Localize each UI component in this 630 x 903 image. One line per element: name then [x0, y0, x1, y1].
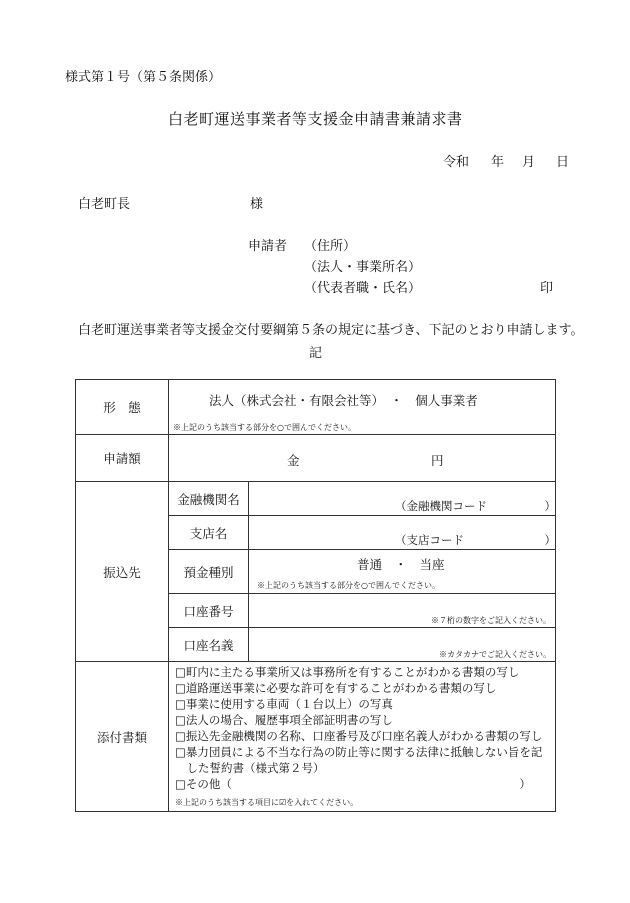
- account-name-field[interactable]: [249, 628, 556, 662]
- page-title: 白老町運送事業者等支援金申請書兼請求書: [168, 110, 463, 128]
- branch-code: （支店コード ）: [395, 533, 556, 547]
- form-type-label: 形 態: [103, 400, 141, 415]
- attachment-item[interactable]: □法人の場合、履歴事項全部証明書の写し: [175, 713, 393, 727]
- bank-name-field[interactable]: [249, 482, 556, 516]
- account-number-label: 口座番号: [183, 603, 234, 619]
- form-type-note: ※上記のうち該当する部分を○で囲んでください。: [173, 423, 356, 432]
- attachment-item[interactable]: □振込先金融機関の名称、口座番号及び口座名義人がわかる書類の写し: [175, 729, 543, 743]
- bank-name-row: [76, 482, 556, 516]
- attachment-item[interactable]: □事業に使用する車両（１台以上）の写真: [175, 697, 393, 711]
- amount-label: 申請額: [103, 451, 141, 466]
- bank-code: （金融機関コード ）: [395, 499, 556, 513]
- ki-heading: 記: [309, 346, 323, 361]
- addressee-honorific: 様: [250, 197, 264, 212]
- applicant-company: （法人・事業所名）: [304, 260, 422, 275]
- account-number-field[interactable]: [249, 594, 556, 628]
- date-month: 月: [522, 155, 536, 170]
- applicant-label: 申請者: [248, 239, 288, 254]
- attachments-note: ※上記のうち該当する項目に☑を入れてください。: [175, 798, 359, 807]
- attachments-label: 添付書類: [96, 729, 147, 745]
- attachments-list: [175, 664, 542, 792]
- form-type-options: 法人（株式会社・有限会社等） ・ 個人事業者: [209, 393, 478, 408]
- deposit-type-label: 預金種別: [183, 564, 234, 580]
- bank-name-label: 金融機関名: [177, 491, 240, 507]
- deposit-type-options: 普通 ・ 当座: [357, 557, 445, 572]
- form-number: 様式第１号（第５条関係）: [65, 70, 222, 85]
- form-type-cell[interactable]: [169, 380, 556, 435]
- attachment-item-other[interactable]: □その他（ ）: [175, 777, 531, 791]
- amount-prefix: 金: [287, 453, 300, 468]
- form-type-row: [76, 380, 556, 435]
- date-era: 令和: [443, 155, 470, 170]
- transfer-label: 振込先: [103, 564, 141, 580]
- date-day: 日: [556, 155, 570, 170]
- attachment-item[interactable]: □道路運送事業に必要な許可を有することがわかる書類の写し: [175, 681, 497, 695]
- deposit-type-field[interactable]: [249, 550, 556, 594]
- attachment-item-continuation: した誓約書（様式第２号）: [175, 761, 325, 775]
- applicant-representative: （代表者職・氏名）: [304, 281, 422, 296]
- intro-text: 白老町運送事業者等支援金交付要綱第５条の規定に基づき、下記のとおり申請します。: [78, 323, 584, 338]
- branch-label: 支店名: [189, 525, 228, 541]
- account-name-note: ※カタカナでご記入ください。: [439, 650, 551, 659]
- amount-row: [76, 435, 556, 482]
- deposit-type-note: ※上記のうち該当する部分を○で囲んでください。: [257, 581, 440, 590]
- branch-field[interactable]: [249, 516, 556, 550]
- account-number-note: ※７桁の数字をご記入ください。: [431, 616, 551, 625]
- addressee-name: 白老町長: [78, 197, 131, 212]
- attachments-cell: [169, 662, 556, 812]
- applicant-address: （住所）: [304, 239, 357, 254]
- seal-mark: 印: [540, 281, 554, 296]
- account-name-label: 口座名義: [183, 637, 234, 653]
- date-year: 年: [491, 155, 505, 170]
- amount-field[interactable]: [169, 435, 556, 482]
- attachment-item[interactable]: □暴力団員による不当な行為の防止等に関する法律に抵触しない旨を記: [175, 745, 543, 759]
- attachment-item[interactable]: □町内に主たる事業所又は事務所を有することがわかる書類の写し: [175, 665, 520, 679]
- amount-unit: 円: [431, 453, 444, 468]
- application-table: [75, 379, 556, 812]
- attachments-row: [76, 662, 556, 812]
